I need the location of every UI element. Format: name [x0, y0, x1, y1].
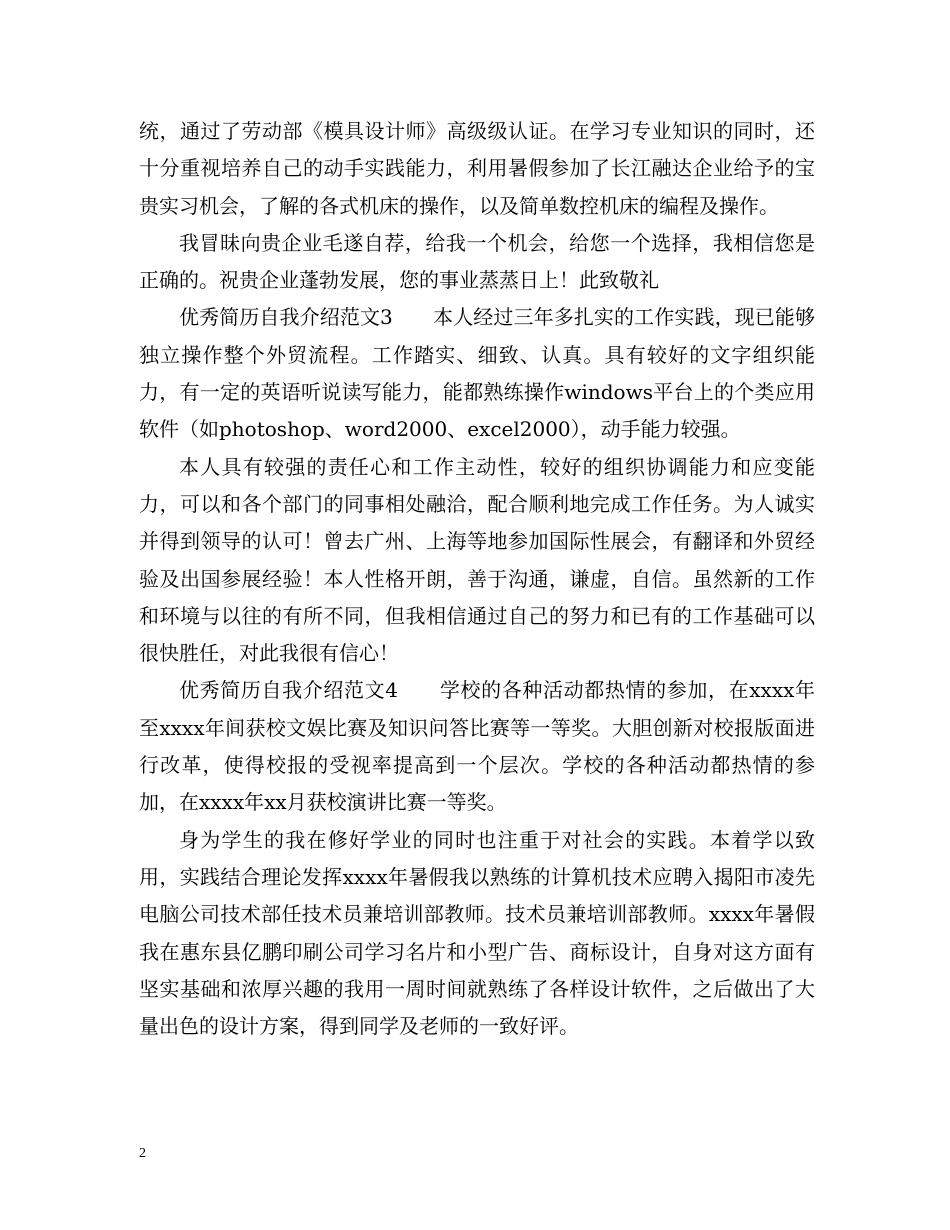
paragraph-5: 优秀简历自我介绍范文4 学校的各种活动都热情的参加，在xxxx年至xxxx年间获校文娱比赛及知识问答比赛等一等奖。大胆创新对校报版面进行改革，使得校报的受视率提高到一个层次。学校的各种活动都热情的参加，在xxxx年xx月获校演讲比赛一等奖。: [139, 678, 815, 815]
paragraph-1: 统，通过了劳动部《模具设计师》高级级认证。在学习专业知识的同时，还十分重视培养自己的动手实践能力，利用暑假参加了长江融达企业给予的宝贵实习机会，了解的各式机床的操作，以及简单数控机床的编程及操作。: [139, 119, 815, 218]
document-body: [139, 113, 815, 1045]
paragraph-3: 优秀简历自我介绍范文3 本人经过三年多扎实的工作实践，现已能够独立操作整个外贸流程。工作踏实、细致、认真。具有较好的文字组织能力，有一定的英语听说读写能力，能都熟练操作windows平台上的个类应用软件（如photoshop、word2000、excel2000），动手能力较强。: [139, 305, 815, 442]
paragraph-2: 我冒昧向贵企业毛遂自荐，给我一个机会，给您一个选择，我相信您是正确的。祝贵企业蓬勃发展，您的事业蒸蒸日上！此致敬礼: [139, 230, 815, 293]
paragraph-6: 身为学生的我在修好学业的同时也注重于对社会的实践。本着学以致用，实践结合理论发挥xxxx年暑假我以熟练的计算机技术应聘入揭阳市凌先电脑公司技术部任技术员兼培训部教师。技术员兼培训部教师。xxxx年暑假我在惠东县亿鹏印刷公司学习名片和小型广告、商标设计，自身对这方面有坚实基础和浓厚兴趣的我用一周时间就熟练了各样设计软件，之后做出了大量出色的设计方案，得到同学及老师的一致好评。: [139, 827, 815, 1039]
page-number: 2: [139, 1146, 146, 1161]
paragraph-4: 本人具有较强的责任心和工作主动性，较好的组织协调能力和应变能力，可以和各个部门的同事相处融洽，配合顺利地完成工作任务。为人诚实并得到领导的认可！曾去广州、上海等地参加国际性展会，有翻译和外贸经验及出国参展经验！本人性格开朗，善于沟通，谦虚，自信。虽然新的工作和环境与以往的有所不同，但我相信通过自己的努力和已有的工作基础可以很快胜任，对此我很有信心！: [139, 454, 815, 666]
